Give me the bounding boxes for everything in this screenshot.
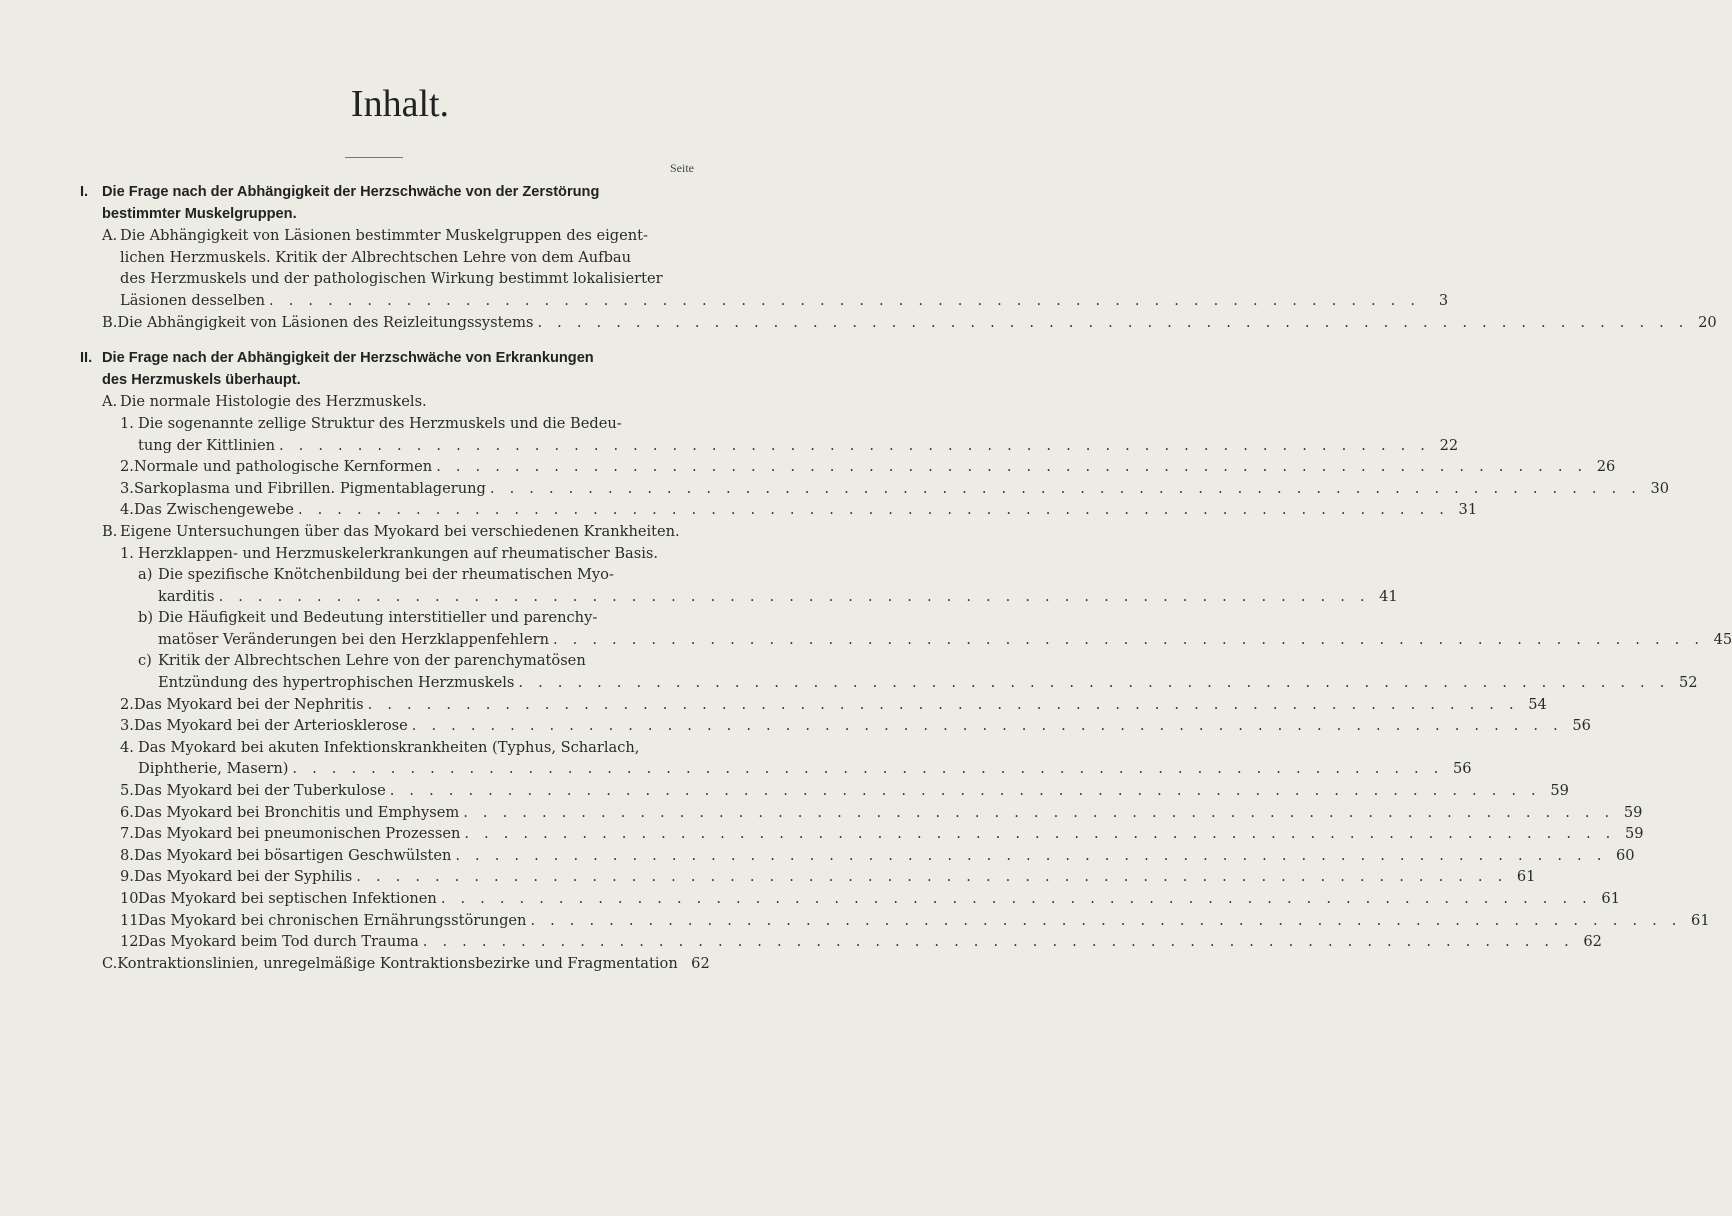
page-number: 20 [1698, 313, 1717, 331]
dot-leader: . . . . . . . . . . . . . . . . . . . . . . . . . . . . . . . . . . . . . . . . . . . . . . . . . . . . . . . . . . . [489, 479, 1642, 497]
entry-label: 12. [120, 933, 144, 951]
entry-last-line [120, 715, 1591, 737]
entry-text: Das Myokard bei der Tuberkulose [133, 782, 386, 800]
entry-label: c) [138, 652, 152, 670]
page-number: 52 [1678, 674, 1698, 692]
dot-leader: . . . . . . . . . . . . . . . . . . . . . . . . . . . . . . . . . . . . . . . . . . . . . . . . . . . . . . . . . . . [530, 911, 1682, 929]
dot-leader: . . . . . . . . . . . . . . . . . . . . . . . . . . . . . . . . . . . . . . . . . . . . . . . . . . . . . . . . . . . [367, 695, 1519, 713]
entry-last-line [102, 312, 1717, 334]
dot-leader: . . . . . . . . . . . . . . . . . . . . . . . . . . . . . . . . . . . . . . . . . . . . . . . . . . . . . . . . . . . [218, 587, 1370, 605]
entry-last-line [120, 758, 1472, 780]
entry-text: Das Myokard beim Tod durch Trauma [138, 933, 419, 951]
entry-text: matöser Veränderungen bei den Herzklappenfehlern [158, 630, 549, 648]
entry-label: a) [138, 566, 153, 584]
toc-entry [80, 694, 1547, 716]
entry-text: Die Häufigkeit und Bedeutung interstitieller und parenchy- [158, 609, 598, 627]
entry-label: 1. [120, 544, 134, 562]
entry-last-line [102, 290, 1449, 312]
entry-label: A. [102, 393, 118, 411]
dot-leader: . . . . . . . . . . . . . . . . . . . . . . . . . . . . . . . . . . . . . . . . . . . . . . . . . . . . . . . . . . . [269, 291, 1421, 309]
entry-line [120, 737, 694, 759]
section-heading-line [80, 348, 694, 370]
section-heading-text: Die Frage nach der Abhängigkeit der Herzschwäche von Erkrankungen [102, 350, 594, 367]
entry-text: Herzklappen- und Herzmuskelerkrankungen auf rheumatischer Basis. [138, 544, 659, 562]
toc-entry [80, 737, 1472, 780]
toc-subheading [80, 521, 694, 543]
dot-leader: . . . . . . . . . . . . . . . . . . . . . . . . . . . . . . . . . . . . . . . . . . . . . . . . . . . . . . . . . . . [422, 933, 1574, 951]
toc-subheading [80, 391, 694, 413]
page-number: 30 [1650, 479, 1670, 497]
entry-last-line [120, 910, 1710, 932]
entry-text: Die Abhängigkeit von Läsionen bestimmter Muskelgruppen des eigent- [120, 227, 648, 245]
section-heading-line [80, 182, 694, 204]
entry-text: Diphtherie, Masern) [138, 760, 289, 778]
entry-label: 10. [120, 890, 144, 907]
entry-text: Das Myokard bei bösartigen Geschwülsten [133, 846, 452, 864]
entry-text: Normale und pathologische Kernformen [133, 458, 433, 476]
toc-entry [80, 650, 1698, 693]
toc-entry [80, 564, 1398, 607]
entry-label: b) [138, 609, 154, 627]
dot-leader: . . . . . . . . . . . . . . . . . . . . . . . . . . . . . . . . . . . . . . . . . . . . . . . . . . . . . . . . . . . [436, 458, 1588, 476]
dot-leader: . . . . . . . . . . . . . . . . . . . . . . . . . . . . . . . . . . . . . . . . . . . . . . . . . . . . . . . . . . . [455, 846, 1607, 864]
entry-label: B. [102, 313, 118, 331]
entry-text: Das Myokard bei der Syphilis [133, 868, 353, 886]
page-number: 31 [1458, 501, 1478, 519]
entry-label: 4. [120, 501, 134, 519]
entry-text: Das Myokard bei Bronchitis und Emphysem [133, 803, 460, 821]
toc-entry [80, 866, 1536, 888]
page-number: 61 [1516, 868, 1536, 886]
entry-line: lichen Herzmuskels. Kritik der Albrechtschen Lehre von dem Aufbau [120, 248, 632, 266]
entry-text: Eigene Untersuchungen über das Myokard bei verschiedenen Krankheiten. [120, 522, 680, 540]
entry-text: Kritik der Albrechtschen Lehre von der parenchymatösen [158, 652, 586, 670]
entry-text: Das Myokard bei der Nephritis [133, 695, 364, 713]
entry-text: Kontraktionslinien, unregelmäßige Kontraktionsbezirke und Fragmentation [117, 954, 678, 972]
entry-last-line [102, 953, 710, 975]
entry-text: Das Zwischengewebe [133, 501, 294, 519]
section-heading-line: des Herzmuskels überhaupt. [102, 371, 301, 388]
dot-leader: . . . . . . . . . . . . . . . . . . . . . . . . . . . . . . . . . . . . . . . . . . . . . . . . . . . . . . . . . . . [440, 890, 1592, 907]
title-rule [345, 157, 403, 158]
dot-leader: . . . . . . . . . . . . . . . . . . . . . . . . . . . . . . . . . . . . . . . . . . . . . . . . . . . . . . . . . . . [518, 674, 1670, 692]
dot-leader: . . . . . . . . . . . . . . . . . . . . . . . . . . . . . . . . . . . . . . . . . . . . . . . . . . . . . . . . . . . [292, 760, 1444, 778]
entry-text: Die normale Histologie des Herzmuskels. [120, 393, 427, 411]
entry-label: 5. [120, 782, 134, 800]
entry-text: Das Myokard bei septischen Infektionen [138, 890, 437, 907]
entry-text: karditis [158, 587, 215, 605]
section-number: I. [80, 184, 89, 200]
entry-text: Läsionen desselben [120, 291, 266, 309]
entry-line [138, 650, 694, 672]
entry-label: 6. [120, 803, 134, 821]
entry-label: 2. [120, 695, 134, 713]
page-number: 62 [691, 954, 710, 972]
entry-line [120, 413, 694, 435]
section-heading-line: bestimmter Muskelgruppen. [102, 205, 297, 222]
toc-entry [80, 845, 1635, 867]
entry-text: Die sogenannte zellige Struktur des Herzmuskels und die Bedeu- [138, 414, 622, 432]
page-title: Inhalt. [350, 83, 450, 125]
entry-label: 1. [120, 414, 134, 432]
entry-last-line [120, 931, 1602, 953]
dot-leader: . . . . . . . . . . . . . . . . . . . . . . . . . . . . . . . . . . . . . . . . . . . . . . . . . . . . . . . . . . . [537, 313, 1689, 331]
entry-last-line [138, 672, 1698, 694]
toc-entry [80, 225, 1449, 311]
toc-entry [80, 910, 1710, 932]
entry-label: 3. [120, 717, 134, 735]
entry-text: Die Abhängigkeit von Läsionen des Reizleitungssystems [117, 313, 534, 331]
entry-text: Das Myokard bei chronischen Ernährungsstörungen [138, 911, 527, 929]
page-number: 3 [1438, 291, 1449, 309]
toc-entry [80, 499, 1478, 521]
section-heading [80, 348, 694, 391]
toc-entry [80, 802, 1643, 824]
toc-entry [80, 823, 1644, 845]
entry-last-line [120, 499, 1478, 521]
entry-line [102, 225, 694, 247]
entry-text: Das Myokard bei der Arteriosklerose [133, 717, 408, 735]
entry-last-line [120, 435, 1459, 457]
page-number: 22 [1439, 436, 1459, 454]
entry-last-line [120, 802, 1643, 824]
entry-label: 8. [120, 846, 134, 864]
section-gap [80, 333, 694, 348]
entry-label: A. [102, 227, 118, 245]
dot-leader: . . . . . . . . . . . . . . . . . . . . . . . . . . . . . . . . . . . . . . . . . . . . . . . . . . . . . . . . . . . [297, 501, 1450, 519]
entry-line: des Herzmuskels und der pathologischen Wirkung bestimmt lokalisierter [120, 270, 663, 288]
entry-text: Das Myokard bei pneumonischen Prozessen [133, 825, 461, 843]
toc-entry [80, 456, 1616, 478]
page-number: 60 [1615, 846, 1635, 864]
section-heading [80, 182, 694, 225]
toc-entry [80, 715, 1591, 737]
dot-leader: . . . . . . . . . . . . . . . . . . . . . . . . . . . . . . . . . . . . . . . . . . . . . . . . . . . . . . . . . . . [463, 803, 1615, 821]
entry-line [138, 607, 694, 629]
entry-label: 3. [120, 479, 134, 497]
entry-text: Das Myokard bei akuten Infektionskrankheiten (Typhus, Scharlach, [138, 738, 640, 756]
entry-last-line [120, 866, 1536, 888]
page-number: 61 [1691, 911, 1710, 929]
entry-last-line [120, 694, 1547, 716]
toc-entry [80, 607, 1732, 650]
page-number: 59 [1624, 825, 1644, 843]
toc-entry [80, 931, 1602, 953]
entry-text: Die spezifische Knötchenbildung bei der rheumatischen Myo- [158, 566, 614, 584]
toc-subheading [80, 543, 694, 565]
dot-leader: . . . . . . . . . . . . . . . . . . . . . . . . . . . . . . . . . . . . . . . . . . . . . . . . . . . . . . . . . . . [411, 717, 1563, 735]
page-number: 41 [1379, 587, 1398, 605]
entry-label: 7. [120, 825, 134, 843]
entry-label: 2. [120, 458, 134, 476]
table-of-contents [80, 182, 1732, 974]
entry-label: 4. [120, 738, 134, 756]
page-number: 61 [1601, 890, 1620, 907]
entry-last-line [120, 780, 1569, 802]
entry-last-line [120, 845, 1635, 867]
page-number: 56 [1572, 717, 1591, 735]
page-number: 45 [1713, 630, 1732, 648]
dot-leader: . . . . . . . . . . . . . . . . . . . . . . . . . . . . . . . . . . . . . . . . . . . . . . . . . . . . . . . . . . . [389, 782, 1541, 800]
dot-leader: . . . . . . . . . . . . . . . . . . . . . . . . . . . . . . . . . . . . . . . . . . . . . . . . . . . . . . . . . . . [356, 868, 1508, 886]
page-number: 54 [1528, 695, 1547, 713]
entry-label: B. [102, 522, 118, 540]
entry-last-line [120, 823, 1644, 845]
dot-leader: . . . . . . . . . . . . . . . . . . . . . . . . . . . . . . . . . . . . . . . . . . . . . . . . . . . . . . . . . . . [553, 630, 1705, 648]
page-number: 59 [1623, 803, 1643, 821]
page-number: 59 [1550, 782, 1569, 800]
dot-leader: . . . . . . . . . . . . . . . . . . . . . . . . . . . . . . . . . . . . . . . . . . . . . . . . . . . . . . . . . . . [278, 436, 1431, 454]
toc-entry [80, 888, 1620, 910]
entry-last-line [120, 456, 1616, 478]
toc-entry [80, 478, 1670, 500]
entry-text: Sarkoplasma und Fibrillen. Pigmentablagerung [133, 479, 486, 497]
entry-text: Entzündung des hypertrophischen Herzmuskels [158, 674, 515, 692]
dot-leader: . . . . . . . . . . . . . . . . . . . . . . . . . . . . . . . . . . . . . . . . . . . . . . . . . . . . . . . . . . . [464, 825, 1616, 843]
toc-entry [80, 413, 1459, 456]
page-number: 26 [1596, 458, 1616, 476]
entry-text: tung der Kittlinien [138, 436, 275, 454]
page-number: 56 [1452, 760, 1472, 778]
toc-entry [80, 312, 1717, 334]
entry-label: C. [102, 954, 118, 972]
toc-entry [80, 780, 1569, 802]
entry-last-line [138, 586, 1398, 608]
entry-label: 11. [120, 911, 144, 929]
section-heading-text: Die Frage nach der Abhängigkeit der Herzschwäche von der Zerstörung [102, 184, 600, 200]
section-number: II. [80, 350, 93, 367]
entry-last-line [138, 629, 1732, 651]
entry-last-line [120, 478, 1670, 500]
toc-entry [80, 953, 710, 975]
entry-line [138, 564, 694, 586]
seite-label: Seite [670, 161, 694, 175]
entry-last-line [120, 888, 1620, 910]
entry-label: 9. [120, 868, 134, 886]
page-number: 62 [1583, 933, 1602, 951]
